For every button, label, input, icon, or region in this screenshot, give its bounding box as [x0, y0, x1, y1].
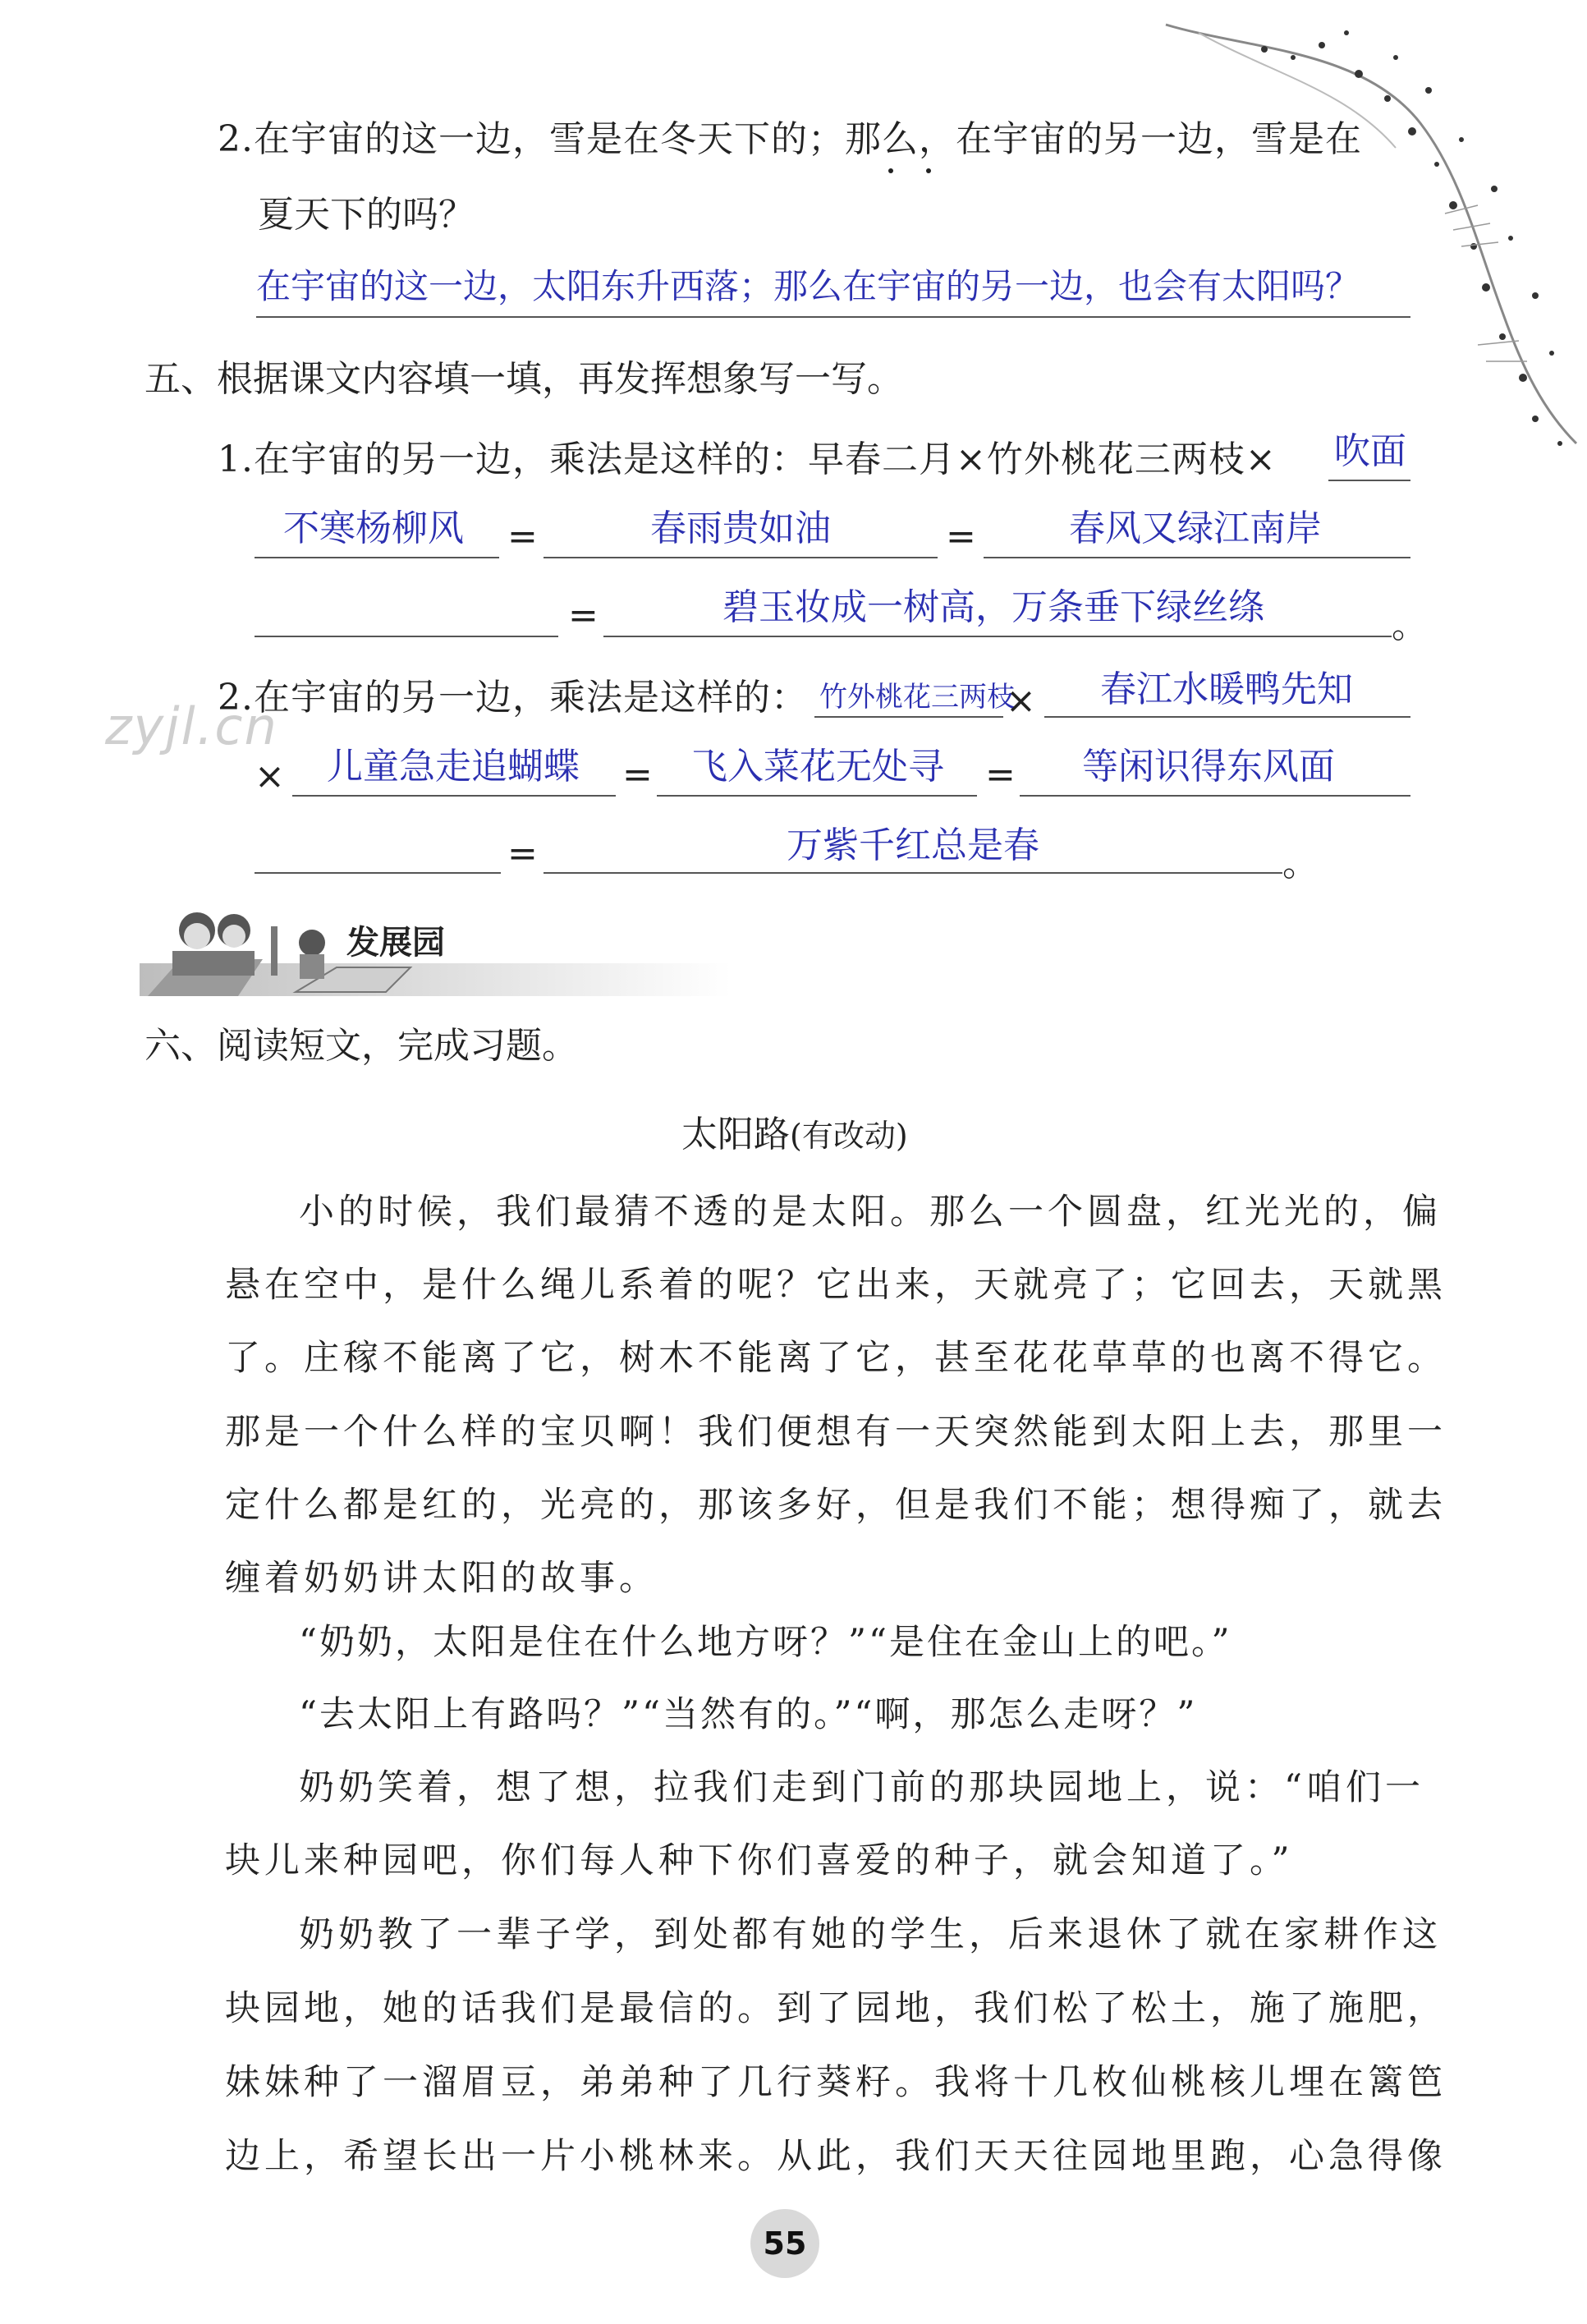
s5-q1-prefix: 1.在宇宙的另一边，乘法是这样的：早春二月×竹外桃花三两枝×: [218, 439, 1277, 480]
equals-sign: =: [985, 754, 1016, 796]
banner: [140, 902, 731, 1008]
s5-q1-blank5-line: [603, 636, 1392, 637]
s5-q1-blank3-line: [544, 557, 938, 558]
s5-q2-blank6: 万紫千红总是春: [787, 824, 1039, 866]
s5-q2-blank3: 儿童急走追蝴蝶: [327, 746, 580, 788]
s5-q1-blank5: 碧玉妆成一树高，万条垂下绿丝绦: [722, 586, 1264, 628]
emphasis-dot: [888, 168, 893, 173]
s5-q1-blank4: 春风又绿江南岸: [1069, 508, 1322, 549]
section5-title: 五、根据课文内容填一填，再发挥想象写一写。: [144, 358, 903, 400]
watermark: zyjl.cn: [105, 696, 278, 756]
page-number: [750, 2209, 819, 2278]
article-line: 悬在空中，是什么绳儿系着的呢？它出来，天就亮了；它回去，天就黑: [225, 1265, 1447, 1306]
period: 。: [1392, 604, 1428, 646]
s5-q2-blank4: 飞入菜花无处寻: [691, 746, 944, 788]
article-line: 边上，希望长出一片小桃林来。从此，我们天天往园地里跑，心急得像: [225, 2136, 1447, 2177]
s5-q2-blank1-line: [814, 716, 1003, 718]
times-sign: ×: [255, 756, 285, 797]
article-title-note: (有改动): [790, 1118, 908, 1154]
article-line: 块儿来种园吧，你们每人种下你们喜爱的种子，就会知道了。”: [225, 1840, 1294, 1881]
article-line: “去太阳上有路吗？”“当然有的。”“啊，那怎么走呀？”: [299, 1694, 1198, 1735]
s5-q1-blank1: 吹面: [1334, 430, 1406, 472]
article-line: 奶奶笑着，想了想，拉我们走到门前的那块园地上，说：“咱们一: [299, 1767, 1424, 1808]
page-number-text: 55: [763, 2225, 807, 2262]
equals-sign: =: [507, 833, 538, 875]
period: 。: [1282, 843, 1319, 884]
article-line: “奶奶，太阳是住在什么地方呀？”“是住在金山上的吧。”: [299, 1622, 1232, 1663]
s5-q2-blank5-line: [1020, 795, 1410, 797]
article-line: 缠着奶奶讲太阳的故事。: [225, 1558, 658, 1599]
article-title-group: [681, 1105, 908, 1157]
s5-q1-blank1-line: [1328, 480, 1410, 481]
article-line: 奶奶教了一辈子学，到处都有她的学生，后来退休了就在家耕作这: [299, 1914, 1442, 1955]
s5-q2-blank5: 等闲识得东风面: [1082, 746, 1335, 788]
q2-prompt-line1: 2.在宇宙的这一边，雪是在冬天下的；那么，在宇宙的另一边，雪是在: [218, 118, 1362, 160]
article-line: 小的时候，我们最猜不透的是太阳。那么一个圆盘，红光光的，偏: [299, 1192, 1442, 1233]
q2-prompt-line2: 夏天下的吗？: [258, 194, 475, 236]
s5-q1-blank3: 春雨贵如油: [650, 508, 831, 549]
q2-answer-line: [256, 316, 1410, 318]
s5-q2-blank4-line: [657, 795, 977, 797]
s5-q1-blank2: 不寒杨柳风: [283, 508, 464, 549]
s5-q2-blank3-line: [292, 795, 616, 797]
section6-title: 六、阅读短文，完成习题。: [144, 1025, 578, 1067]
article-line: 了。庄稼不能离了它，树木不能离了它，甚至花花草草的也离不得它。: [225, 1338, 1447, 1379]
equals-sign: =: [568, 595, 599, 636]
article-line: 块园地，她的话我们是最信的。到了园地，我们松了松土，施了施肥，: [225, 1988, 1447, 2029]
s5-q2-blank2-line: [1044, 716, 1410, 718]
s5-q1-blank4-line: [984, 557, 1410, 558]
article-line: 定什么都是红的，光亮的，那该多好，但是我们不能；想得痴了，就去: [225, 1485, 1447, 1526]
s5-q2-blank6-line: [544, 872, 1282, 874]
article-line: 那是一个什么样的宝贝啊！我们便想有一天突然能到太阳上去，那里一: [225, 1412, 1447, 1453]
s5-q1-blank2-line: [255, 557, 499, 558]
equals-sign: =: [507, 516, 538, 558]
s5-q2-blank-empty-line: [255, 872, 501, 874]
article-title: 太阳路: [681, 1114, 790, 1155]
s5-q2-prefix: 2.在宇宙的另一边，乘法是这样的：: [218, 677, 808, 719]
q2-answer: 在宇宙的这一边，太阳东升西落；那么在宇宙的另一边，也会有太阳吗？: [256, 266, 1360, 306]
corner-decoration: [1149, 0, 1587, 460]
s5-q2-blank1: 竹外桃花三两枝: [819, 681, 1015, 714]
article-line: 妹妹种了一溜眉豆，弟弟种了几行葵籽。我将十几枚仙桃核儿埋在篱笆: [225, 2062, 1447, 2103]
equals-sign: =: [946, 516, 976, 558]
s5-q2-blank2: 春江水暖鸭先知: [1100, 668, 1353, 710]
times-sign: ×: [1006, 680, 1036, 722]
s5-q1-blank-empty-line: [255, 636, 558, 637]
equals-sign: =: [622, 754, 653, 796]
emphasis-dot: [926, 168, 931, 173]
banner-label: 发展园: [346, 924, 445, 962]
